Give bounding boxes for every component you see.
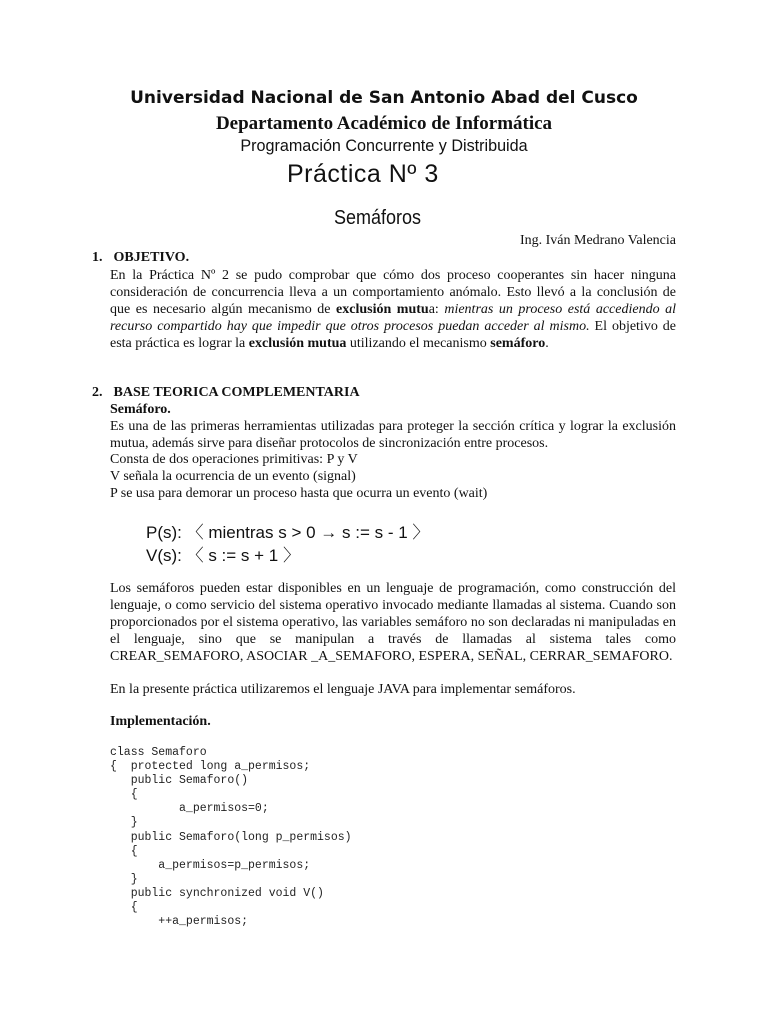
author-line: Ing. Iván Medrano Valencia — [519, 233, 676, 248]
code-line: public Semaforo(long p_permisos) — [110, 830, 352, 844]
text-line: En la presente práctica utilizaremos el lenguaje JAVA para implementar semáforos. — [110, 682, 576, 697]
semaforo-paragraph: Es una de las primeras herramientas utilizadas para proteger la sección crítica y lograr la exclusión mutua, además sirve para diseñar protocolos de sincronización entre procesos. — [110, 419, 676, 451]
section-heading-objetivo — [92, 250, 189, 266]
text-run: El objetivo de esta práctica es lograr la — [110, 319, 677, 351]
code-line: { — [110, 788, 138, 802]
text-line: P se usa para demorar un proceso hasta que ocurra un evento (wait) — [110, 486, 488, 501]
practice-title: Práctica Nº 3 — [287, 160, 439, 188]
department-title: Departamento Académico de Informática — [215, 113, 553, 134]
subheading-implementacion: Implementación. — [110, 714, 211, 729]
subheading-semaforo: Semáforo. — [110, 402, 171, 417]
text-run: En la Práctica Nº 2 se pudo comprobar que cómo dos proceso cooperantes sin hacer ninguna consideración de concurrencia lleva a un comportamiento anómalo. Esto llevó a la conclusión de que es necesario algún mecanismo de — [110, 268, 676, 317]
code-line: public synchronized void V() — [110, 886, 324, 900]
code-line: class Semaforo — [110, 746, 207, 759]
code-line: { protected long a_permisos; — [110, 760, 311, 774]
text-run: a: — [428, 302, 445, 317]
text-line: V señala la ocurrencia de un evento (signal) — [110, 469, 356, 484]
code-line: } — [110, 816, 138, 830]
objective-paragraph — [110, 267, 676, 352]
code-line: { — [110, 901, 138, 915]
course-title: Programación Concurrente y Distribuida — [240, 136, 528, 155]
code-line: a_permisos=0; — [110, 802, 269, 816]
text-run: utilizando el mecanismo — [346, 336, 491, 351]
semaforos-lenguaje-paragraph: Los semáforos pueden estar disponibles en un lenguaje de programación, como construcción del lenguaje, o como servicio del sistema operativo invocado mediante llamadas al sistema. Cuando son proporcionados por el sistema operativo, las variables semáforo no son declaradas ni manipuladas en el lenguaje, sino que se manipulan a través de llamadas al sistema tales como CREAR_SEMAFORO, ASOCIAR _A_SEMAFORO, ESPERA, SEÑAL, CERRAR_SEMAFORO. — [110, 581, 676, 664]
italic-definition: mientras un proceso está accediendo al recurso compartido hay que impedir que otros procesos puedan acceder al mismo. — [110, 302, 677, 334]
formula-v: V(s): 〈 s := s + 1 〉 — [146, 546, 300, 565]
section-title: BASE TEORICA COMPLEMENTARIA — [113, 385, 360, 400]
bold-term: exclusión mutua — [248, 336, 347, 351]
bold-term: semáforo — [490, 336, 546, 351]
topic-title: Semáforos — [334, 207, 422, 229]
bold-term: exclusión mutu — [336, 302, 429, 317]
formula-p: P(s): 〈 mientras s > 0 → s := s - 1 〉 — [146, 523, 430, 542]
code-line: ++a_permisos; — [110, 915, 249, 929]
code-line: a_permisos=p_permisos; — [110, 858, 311, 872]
section-number: 1. — [92, 250, 103, 265]
text-run: . — [545, 336, 549, 351]
university-title: Universidad Nacional de San Antonio Abad del Cusco — [130, 88, 638, 108]
section-number: 2. — [92, 385, 103, 400]
code-line: } — [110, 872, 138, 886]
code-block — [110, 746, 352, 929]
section-title: OBJETIVO. — [113, 250, 190, 265]
code-line: public Semaforo() — [110, 774, 249, 788]
text-line: Consta de dos operaciones primitivas: P y V — [110, 452, 358, 467]
code-line: { — [110, 844, 138, 858]
section-heading-base-teorica — [92, 385, 360, 401]
